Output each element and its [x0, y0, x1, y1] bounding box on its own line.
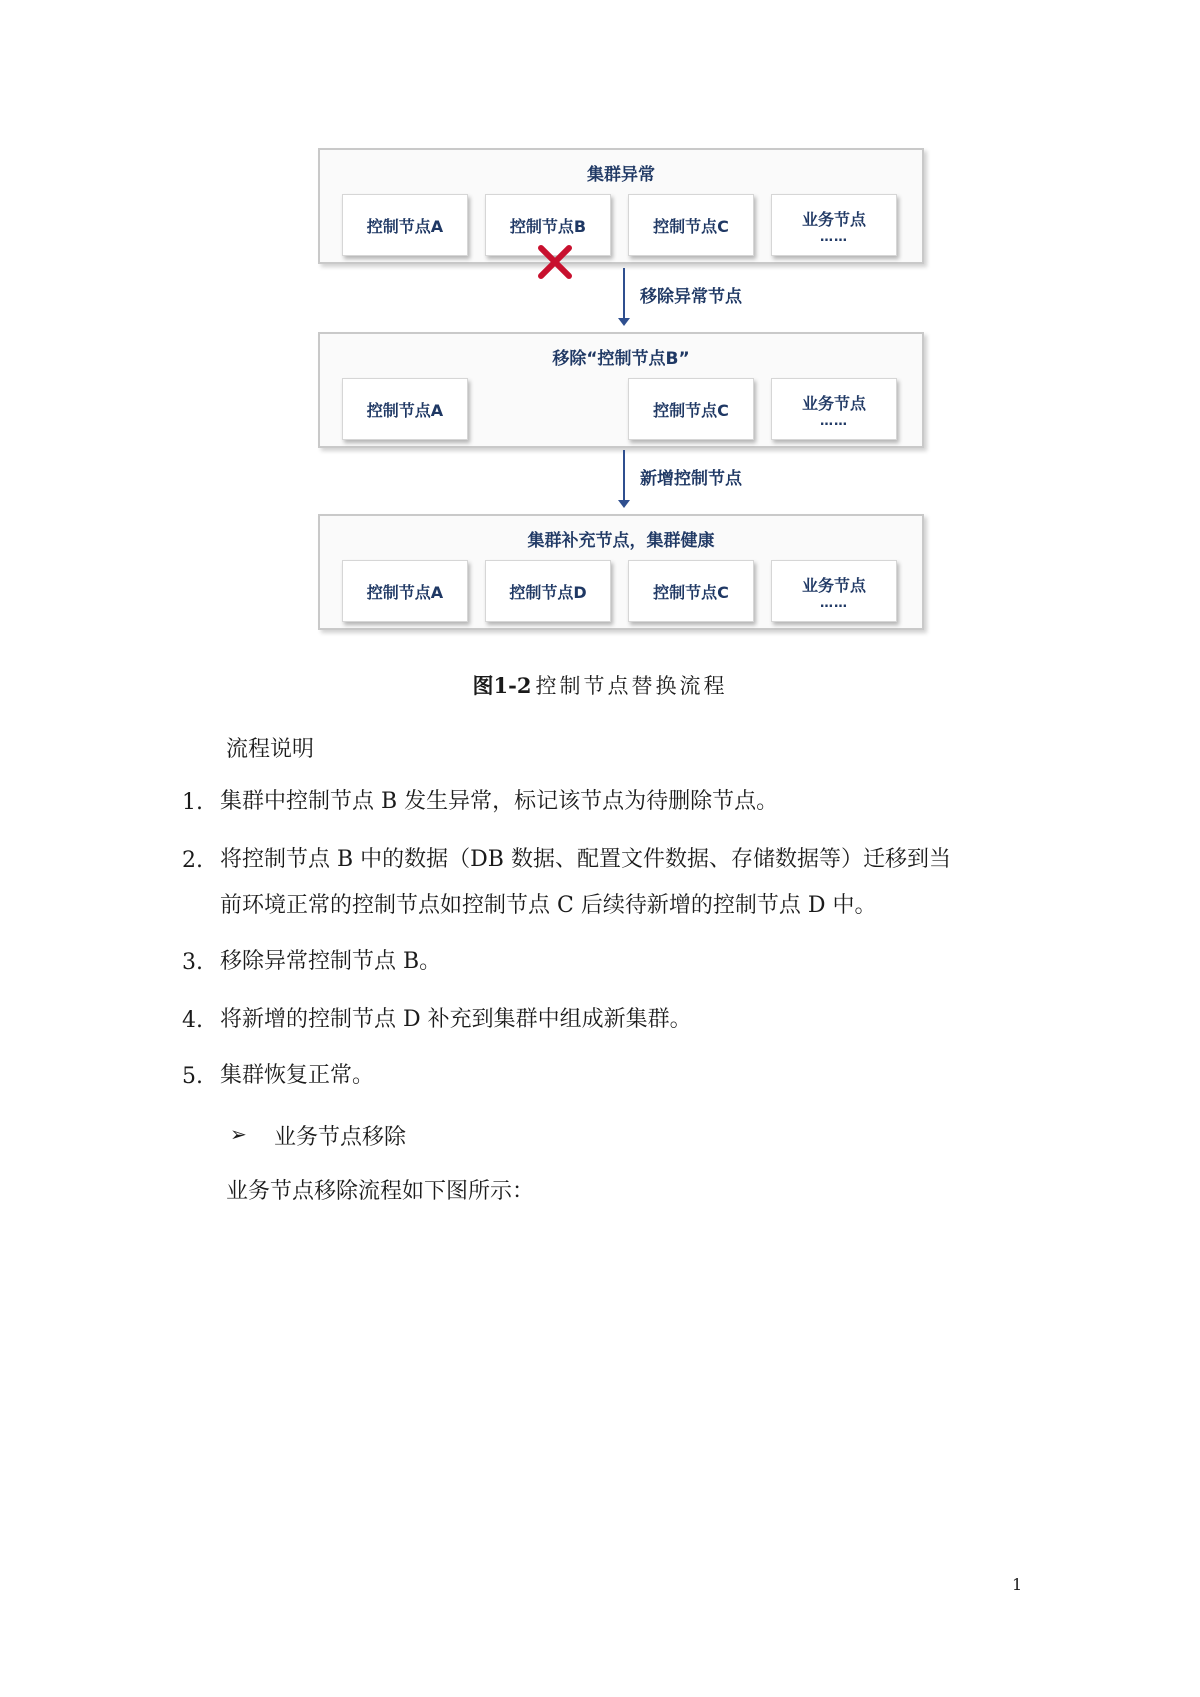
node-business — [771, 560, 897, 622]
step-text: 将控制节点 B 中的数据（DB 数据、配置文件数据、存储数据等）迁移到当 — [220, 847, 951, 872]
node-label: 业务节点 — [801, 209, 866, 229]
node-label: 控制节点A — [366, 216, 444, 236]
figure-number: 图1-2 — [472, 673, 532, 698]
stage-remove-node-b — [318, 332, 924, 448]
node-ellipsis: …… — [820, 413, 848, 429]
arrow-label-add: 新增控制节点 — [640, 469, 742, 489]
node-label: 控制节点C — [653, 582, 729, 602]
node-control-c — [628, 560, 754, 622]
arrowhead-bullet-icon: ➢ — [230, 1122, 247, 1146]
figure-caption — [0, 670, 1200, 700]
step-number: 2. — [182, 848, 203, 873]
step-text: 集群中控制节点 B 发生异常，标记该节点为待删除节点。 — [220, 789, 779, 814]
page-number: 1 — [1012, 1575, 1023, 1594]
node-business — [771, 378, 897, 440]
node-replacement-diagram — [318, 148, 930, 636]
stage-title: 移除“控制节点B” — [552, 349, 690, 369]
node-control-a — [342, 378, 468, 440]
step-text: 集群恢复正常。 — [220, 1063, 375, 1088]
step-number: 3. — [182, 950, 203, 975]
node-control-c — [628, 194, 754, 256]
stage-title: 集群补充节点，集群健康 — [527, 531, 715, 551]
stage-cluster-abnormal — [318, 148, 924, 264]
node-control-c — [628, 378, 754, 440]
node-label: 控制节点C — [653, 216, 729, 236]
x-icon — [535, 242, 575, 282]
node-control-d — [485, 560, 611, 622]
flow-arrow-2 — [623, 450, 625, 506]
node-ellipsis: …… — [820, 229, 848, 245]
node-control-a — [342, 194, 468, 256]
step-number: 5. — [182, 1064, 203, 1089]
node-label: 业务节点 — [801, 575, 866, 595]
flow-arrow-1 — [623, 268, 625, 324]
node-control-a — [342, 560, 468, 622]
arrow-label-remove: 移除异常节点 — [640, 287, 742, 307]
node-label: 业务节点 — [801, 393, 866, 413]
node-label: 控制节点C — [653, 400, 729, 420]
node-label: 控制节点B — [509, 216, 587, 236]
node-label: 控制节点A — [366, 582, 444, 602]
node-business — [771, 194, 897, 256]
subsection-title: 业务节点移除 — [274, 1125, 407, 1150]
stage-cluster-healthy — [318, 514, 924, 630]
step-text: 移除异常控制节点 B。 — [220, 949, 442, 974]
intro-paragraph: 业务节点移除流程如下图所示： — [226, 1179, 535, 1204]
node-label: 控制节点D — [509, 582, 587, 602]
stage-title: 集群异常 — [587, 165, 655, 185]
figure-title: 控制节点替换流程 — [535, 674, 728, 698]
step-text: 将新增的控制节点 D 补充到集群中组成新集群。 — [220, 1007, 692, 1032]
step-number: 1. — [182, 790, 203, 815]
step-text-continued: 前环境正常的控制节点如控制节点 C 后续待新增的控制节点 D 中。 — [220, 893, 877, 918]
node-label: 控制节点A — [366, 400, 444, 420]
step-number: 4. — [182, 1008, 203, 1033]
node-ellipsis: …… — [820, 595, 848, 611]
section-heading: 流程说明 — [226, 737, 315, 762]
